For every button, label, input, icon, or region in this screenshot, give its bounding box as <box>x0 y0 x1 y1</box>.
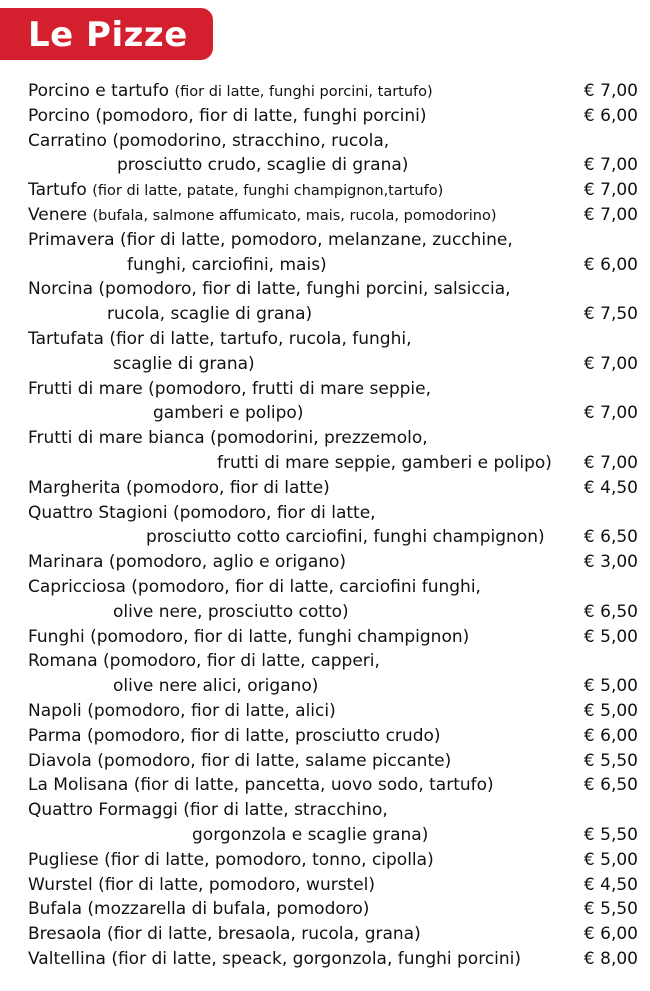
menu-item-text <box>28 575 481 600</box>
menu-item-price: € 7,00 <box>583 452 638 473</box>
menu-item-price: € 6,50 <box>583 775 638 796</box>
menu-item <box>0 104 650 129</box>
menu-item-description-cont: gamberi e polipo) <box>153 403 304 424</box>
menu-item-text <box>28 798 388 823</box>
menu-item-name: Pugliese <box>28 849 99 870</box>
menu-item-name: Frutti di mare <box>28 378 143 399</box>
menu-item-name: Primavera <box>28 229 115 250</box>
menu-item-name: Frutti di mare bianca <box>28 428 205 449</box>
menu-item <box>0 277 650 302</box>
menu-item-text <box>28 699 336 724</box>
menu-item-name: Porcino e tartufo <box>28 81 170 101</box>
menu-item-description: (fior di latte, bresaola, rucola, grana) <box>106 924 421 945</box>
menu-item-description: (fior di latte, pancetta, uovo sodo, tartufo) <box>133 775 494 796</box>
menu-item-text <box>28 79 433 105</box>
menu-item-continuation <box>0 823 650 848</box>
menu-item-continuation <box>0 253 650 278</box>
menu-item <box>0 773 650 798</box>
menu-item-price: € 7,00 <box>583 81 638 101</box>
menu-item-name: Bufala <box>28 899 82 920</box>
menu-item-text <box>28 773 494 798</box>
pizza-menu <box>0 79 650 972</box>
menu-item-description-cont: prosciutto crudo, scaglie di grana) <box>117 155 409 176</box>
menu-item-description: (fior di latte, pomodoro, melanzane, zucchine, <box>119 229 513 250</box>
menu-item-text <box>28 203 497 229</box>
menu-item <box>0 873 650 898</box>
menu-item-name: Carratino <box>28 130 107 151</box>
menu-item-name: Margherita <box>28 477 121 498</box>
menu-item-description: (pomodoro, fior di latte, prosciutto crudo) <box>86 725 441 746</box>
menu-item-description: (fior di latte, tartufo, rucola, funghi, <box>109 328 412 349</box>
menu-item <box>0 798 650 823</box>
menu-header <box>0 8 213 60</box>
menu-item-price: € 5,00 <box>583 700 638 721</box>
menu-item-description: (pomodoro, fior di latte, alici) <box>87 700 336 721</box>
menu-item-description: (pomodoro, frutti di mare seppie, <box>148 378 432 399</box>
menu-item-text <box>28 104 427 129</box>
menu-item-text <box>28 501 376 526</box>
menu-item-price: € 6,00 <box>583 105 638 126</box>
menu-item-description: (pomodoro, fior di latte, funghi champignon) <box>90 626 470 647</box>
menu-item-description: (pomodoro, aglio e origano) <box>108 552 347 573</box>
menu-item-price: € 6,00 <box>583 924 638 945</box>
menu-item <box>0 848 650 873</box>
menu-item <box>0 625 650 650</box>
menu-item-text <box>28 327 412 352</box>
menu-item-price: € 7,00 <box>583 353 638 374</box>
menu-item-price: € 3,00 <box>583 552 638 573</box>
menu-item-name: Parma <box>28 725 82 746</box>
menu-item-name: Valtellina <box>28 948 106 969</box>
menu-item-description: (pomodorini, prezzemolo, <box>210 428 428 449</box>
menu-item-description: (fior di latte, patate, funghi champignon,tartufo) <box>92 183 444 200</box>
menu-item-text <box>28 476 330 501</box>
menu-item-name: Romana <box>28 651 98 672</box>
menu-item-name: Wurstel <box>28 874 93 895</box>
menu-item-text <box>28 625 469 650</box>
menu-item-description-cont: rucola, scaglie di grana) <box>107 304 313 325</box>
menu-item <box>0 228 650 253</box>
menu-item-continuation <box>0 674 650 699</box>
menu-item-continuation <box>0 302 650 327</box>
menu-item-description-cont: olive nere alici, origano) <box>113 676 319 697</box>
menu-item-name: Porcino <box>28 105 90 126</box>
menu-item <box>0 476 650 501</box>
menu-item-name: Quattro Formaggi <box>28 800 178 821</box>
menu-item-price: € 5,50 <box>583 824 638 845</box>
menu-item-description: (pomodoro, fior di latte, <box>173 502 376 523</box>
menu-item-price: € 5,00 <box>583 626 638 647</box>
menu-item-description: (fior di latte, funghi porcini, tartufo) <box>174 84 433 100</box>
menu-item-text <box>28 947 521 972</box>
menu-item-description: (mozzarella di bufala, pomodoro) <box>87 899 370 920</box>
menu-item-name: Funghi <box>28 626 85 647</box>
menu-item-price: € 6,00 <box>583 254 638 275</box>
menu-item-text <box>28 377 431 402</box>
menu-item-description: (fior di latte, pomodoro, wurstel) <box>98 874 376 895</box>
menu-item <box>0 649 650 674</box>
menu-item <box>0 178 650 203</box>
menu-item-description: (pomodoro, fior di latte, capperi, <box>103 651 380 672</box>
menu-item-name: Capricciosa <box>28 576 126 597</box>
menu-item-text <box>28 848 434 873</box>
menu-item-description: (fior di latte, speack, gorgonzola, funghi porcini) <box>111 948 522 969</box>
menu-item-description: (pomodoro, fior di latte, funghi porcini, salsiccia, <box>98 279 511 300</box>
menu-item-name: Tartufo <box>28 180 87 201</box>
menu-item-continuation <box>0 153 650 178</box>
menu-item-description: (pomodoro, fior di latte, salame piccante) <box>97 750 452 771</box>
menu-item-description-cont: prosciutto cotto carciofini, funghi champignon) <box>146 527 545 548</box>
menu-item-price: € 7,00 <box>583 155 638 176</box>
menu-item-price: € 5,50 <box>583 899 638 920</box>
menu-item <box>0 501 650 526</box>
menu-item-continuation <box>0 352 650 377</box>
menu-item-name: Diavola <box>28 750 92 771</box>
menu-item-name: Venere <box>28 204 88 225</box>
menu-item <box>0 129 650 154</box>
menu-item-continuation <box>0 525 650 550</box>
menu-item-text <box>28 649 380 674</box>
menu-item-price: € 7,50 <box>583 304 638 325</box>
menu-item-price: € 7,00 <box>583 180 638 201</box>
menu-item-description: (pomodoro, fior di latte, funghi porcini) <box>95 105 427 126</box>
menu-item-name: Tartufata <box>28 328 104 349</box>
menu-item-text <box>28 129 389 154</box>
menu-item-continuation <box>0 401 650 426</box>
menu-item-continuation <box>0 600 650 625</box>
menu-item-price: € 5,00 <box>583 676 638 697</box>
menu-item-price: € 5,00 <box>583 849 638 870</box>
menu-item-price: € 7,00 <box>583 403 638 424</box>
menu-item <box>0 897 650 922</box>
menu-item <box>0 922 650 947</box>
menu-item-price: € 8,00 <box>583 948 638 969</box>
menu-item-text <box>28 277 511 302</box>
menu-item <box>0 699 650 724</box>
menu-item-price: € 4,50 <box>583 477 638 498</box>
menu-item-text <box>28 873 375 898</box>
menu-item-price: € 7,00 <box>583 204 638 225</box>
menu-item-name: Quattro Stagioni <box>28 502 168 523</box>
menu-item-name: Norcina <box>28 279 93 300</box>
menu-item-description: (bufala, salmone affumicato, mais, rucola, pomodorino) <box>92 207 497 224</box>
menu-item <box>0 749 650 774</box>
menu-item-description-cont: olive nere, prosciutto cotto) <box>113 601 349 622</box>
menu-item <box>0 724 650 749</box>
menu-item <box>0 203 650 228</box>
menu-item-price: € 6,50 <box>583 527 638 548</box>
menu-item-continuation <box>0 451 650 476</box>
menu-item-description: (pomodoro, fior di latte) <box>126 477 330 498</box>
menu-item-name: Bresaola <box>28 924 102 945</box>
menu-item-name: Napoli <box>28 700 82 721</box>
menu-item-description-cont: frutti di mare seppie, gamberi e polipo) <box>217 452 552 473</box>
menu-item-text <box>28 922 421 947</box>
menu-item <box>0 947 650 972</box>
menu-item-description: (pomodorino, stracchino, rucola, <box>112 130 390 151</box>
page-title: Le Pizze <box>28 15 188 55</box>
menu-item-text <box>28 724 441 749</box>
menu-item-text <box>28 897 369 922</box>
menu-item-text <box>28 749 451 774</box>
menu-item <box>0 79 650 104</box>
menu-item <box>0 377 650 402</box>
menu-item <box>0 575 650 600</box>
menu-item-text <box>28 178 443 204</box>
menu-item-description: (fior di latte, stracchino, <box>183 800 388 821</box>
menu-item-description: (pomodoro, fior di latte, carciofini funghi, <box>131 576 481 597</box>
menu-item-description-cont: gorgonzola e scaglie grana) <box>192 824 429 845</box>
menu-item <box>0 327 650 352</box>
menu-item-text <box>28 228 513 253</box>
menu-item-text <box>28 426 428 451</box>
menu-item-text <box>28 550 346 575</box>
menu-item-price: € 6,00 <box>583 725 638 746</box>
menu-item-description-cont: scaglie di grana) <box>113 353 255 374</box>
menu-item-price: € 5,50 <box>583 750 638 771</box>
menu-item-name: Marinara <box>28 552 104 573</box>
menu-item <box>0 550 650 575</box>
menu-item <box>0 426 650 451</box>
menu-item-price: € 6,50 <box>583 601 638 622</box>
menu-item-description-cont: funghi, carciofini, mais) <box>127 254 327 275</box>
menu-item-price: € 4,50 <box>583 874 638 895</box>
menu-item-name: La Molisana <box>28 775 129 796</box>
menu-item-description: (fior di latte, pomodoro, tonno, cipolla) <box>104 849 434 870</box>
